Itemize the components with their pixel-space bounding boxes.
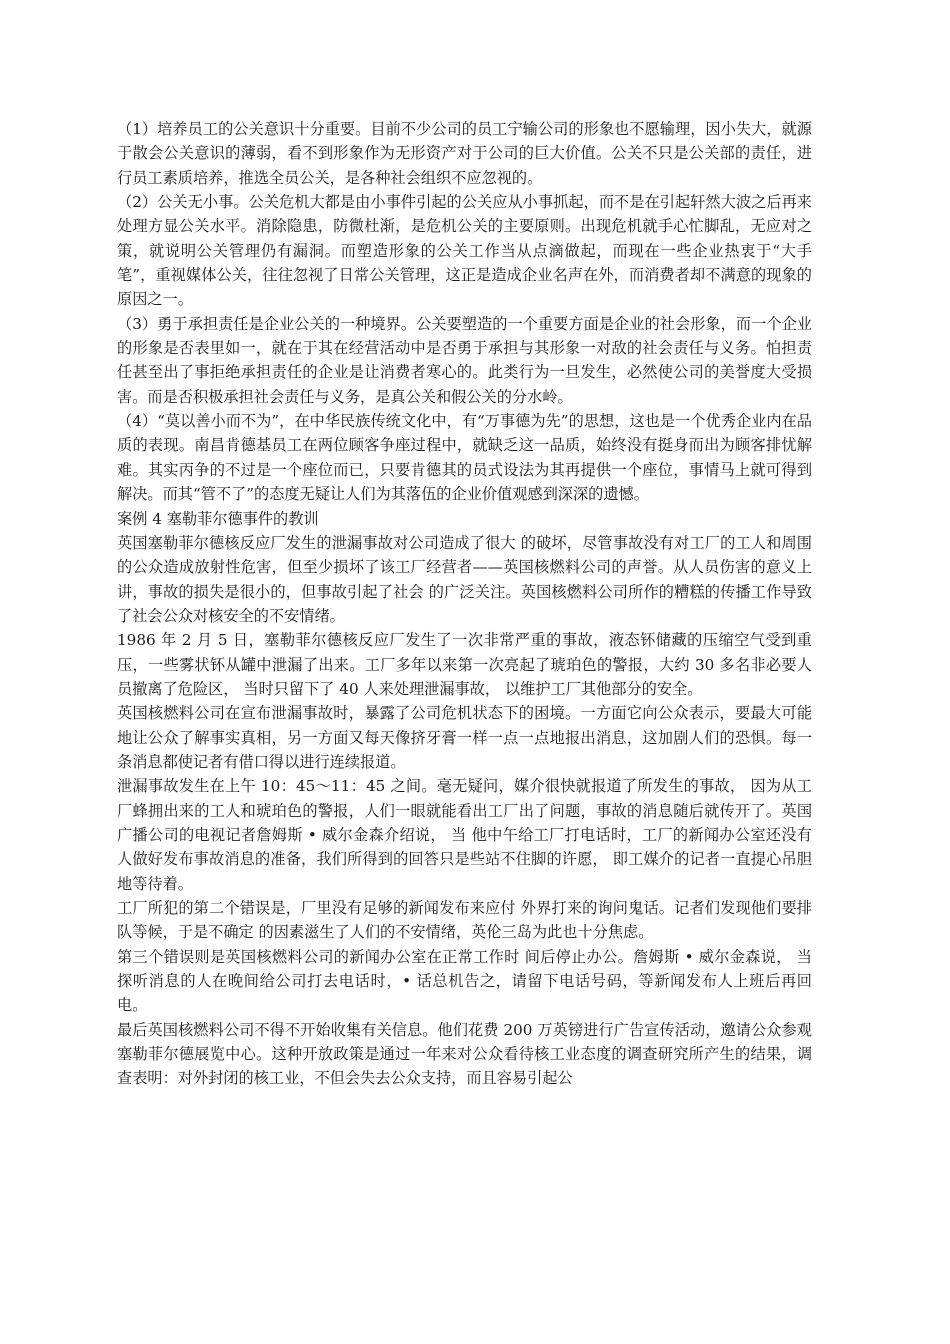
case-paragraph-intro: 英国塞勒菲尔德核反应厂发生的泄漏事故对公司造成了很大 的破坏，尽管事故没有对工厂的工人和周围的公众造成放射性危害，但至少损坏了该工厂经营者——英国核燃料公司的声誉。从人员伤害的意义上讲，事故的损失是很小的，但事故引起了社会 的广泛关注。英国核燃料公司所作的糟糕的传播工作导致了社会公众对核安全的不安情绪。 <box>117 533 812 625</box>
document-body <box>117 117 812 1091</box>
case-paragraph-event: 1986 年 2 月 5 日，塞勒菲尔德核反应厂发生了一次非常严重的事故，液态钚储藏的压缩空气受到重压，一些雾状钚从罐中泄漏了出来。工厂多年以来第一次亮起了琥珀色的警报，大约 30 多名非必要人员撤离了危险区， 当时只留下了 40 人来处理泄漏事故， 以维护工厂其他部分的安全。 <box>117 631 812 698</box>
case-paragraph-final: 最后英国核燃料公司不得不开始收集有关信息。他们花费 200 万英镑进行广告宣传活动，邀请公众参观塞勒菲尔德展览中心。这种开放政策是通过一年来对公众看待核工业态度的调查研究所产生的结果，调查表明：对外封闭的核工业，不但会失去公众支持，而且容易引起公 <box>117 1020 812 1088</box>
case-paragraph-third-error: 第三个错误则是英国核燃料公司的新闻办公室在正常工作时 间后停止办公。詹姆斯 • 威尔金森说， 当探听消息的人在晚间给公司打去电话时，• 话总机告之，请留下电话号码，等新闻发布人上班后再回电。 <box>117 947 812 1015</box>
paragraph-point-1: （1）培养员工的公关意识十分重要。目前不少公司的员工宁输公司的形象也不愿输理，因小失大，就源于散会公关意识的薄弱，看不到形象作为无形资产对于公司的巨大价值。公关不只是公关部的责任，进行员工素质培养，推选全员公关，是各种社会组织不应忽视的。 <box>117 120 812 187</box>
case-paragraph-second-error: 工厂所犯的第二个错误是，厂里没有足够的新闻发布来应付 外界打来的询问鬼话。记者们发现他们要排队等候，于是不确定 的因素滋生了人们的不安情绪，英伦三岛为此也十分焦虑。 <box>117 899 812 942</box>
paragraph-point-3: （3）勇于承担责任是企业公关的一种境界。公关要塑造的一个重要方面是企业的社会形象，而一个企业的形象是否表里如一，就在于其在经营活动中是否勇于承担与其形象一对敌的社会责任与义务。怕担责任甚至出了事拒绝承担责任的企业是让消费者寒心的。此类行为一旦发生，必然使公司的美誉度大受损害。而是否积极承担社会责任与义务，是真公关和假公关的分水岭。 <box>117 314 812 406</box>
case-paragraph-first-error: 泄漏事故发生在上午 10：45～11：45 之间。毫无疑问，媒介很快就报道了所发生的事故， 因为从工厂蜂拥出来的工人和琥珀色的警报，人们一眼就能看出工厂出了问题，事故的消息随后就传开了。英国广播公司的电视记者詹姆斯 • 威尔金森介绍说， 当 他中午给工厂打电话时，工厂的新闻办公室还没有人做好发布事故消息的准备，我们所得到的回答只是些站不住脚的许愿， 即工媒介的记者一直提心吊胆地等待着。 <box>117 777 812 893</box>
case-heading: 案例 4 塞勒菲尔德事件的教训 <box>117 509 319 528</box>
case-paragraph-dilemma: 英国核燃料公司在宣布泄漏事故时，暴露了公司危机状态下的困境。一方面它向公众表示，要最大可能地让公众了解事实真相，另一方面又每天像挤牙膏一样一点一点地报出消息，这加剧人们的恐惧。每一条消息都使记者有借口得以进行连续报道。 <box>117 704 812 771</box>
paragraph-point-2: （2）公关无小事。公关危机大都是由小事件引起的公关应从小事抓起，而不是在引起轩然大波之后再来处理方显公关水平。消除隐患，防微杜渐，是危机公关的主要原则。出现危机就手心忙脚乱，无应对之策，就说明公关管理仍有漏洞。而塑造形象的公关工作当从点滴做起，而现在一些企业热衷于“大手笔”，重视媒体公关，往往忽视了日常公关管理，这正是造成企业名声在外，而消费者却不满意的现象的原因之一。 <box>117 193 812 309</box>
paragraph-point-4: （4）“莫以善小而不为”，在中华民族传统文化中，有“万事德为先”的思想，这也是一个优秀企业内在品质的表现。南昌肯德基员工在两位顾客争座过程中，就缺乏这一品质，始终没有挺身而出为顾客排忧解难。其实丙争的不过是一个座位而已，只要肯德其的员式设法为其再提供一个座位，事情马上就可得到解决。而其“管不了”的态度无疑让人们为其落伍的企业价值观感到深深的遗憾。 <box>117 412 812 504</box>
